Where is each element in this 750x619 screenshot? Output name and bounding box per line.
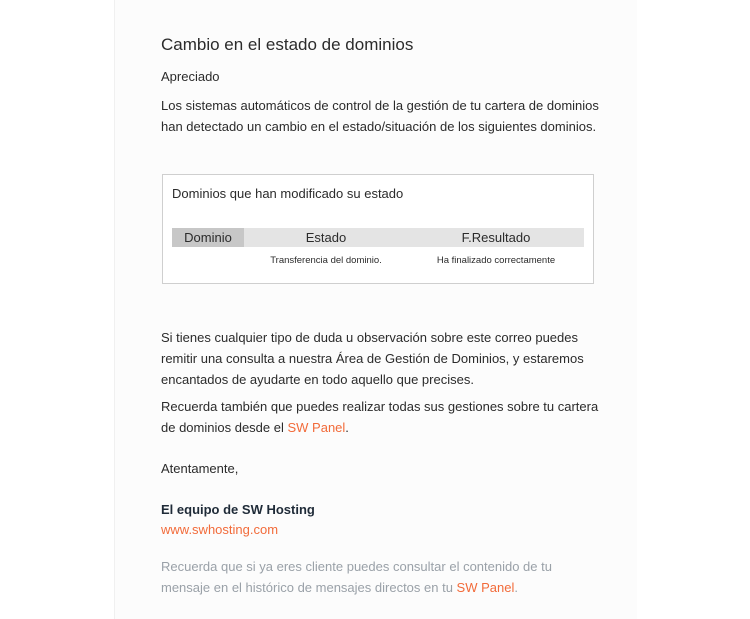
footnote-suffix: . (514, 580, 518, 595)
footnote-text: Recuerda que si ya eres cliente puedes consultar el contenido de tu mensaje en el histórico de mensajes directos en tu (161, 559, 552, 595)
email-title: Cambio en el estado de dominios (161, 35, 414, 54)
footnote-sw-panel-link[interactable]: SW Panel (456, 580, 515, 595)
closing-text: Atentamente, (161, 461, 239, 476)
column-header-status: Estado (305, 230, 347, 245)
column-header-result: F.Resultado (461, 230, 531, 245)
reminder-paragraph (161, 396, 601, 438)
reminder-text: Recuerda también que puedes realizar todas sus gestiones sobre tu cartera de dominios desde el (161, 399, 599, 435)
cell-status: Transferencia del dominio. (270, 255, 382, 266)
footnote-paragraph (161, 556, 601, 598)
column-header-domain: Dominio (172, 228, 244, 247)
table-header (172, 228, 584, 247)
domains-status-box (162, 174, 594, 284)
help-paragraph: Si tienes cualquier tipo de duda u observación sobre este correo puedes remitir una consulta a nuestra Área de Gestión de Dominios, y estaremos encantados de ayudarte en todo aquello que precises. (161, 330, 584, 387)
signature-team: El equipo de SW Hosting (161, 502, 315, 517)
email-body (114, 0, 637, 619)
intro-paragraph: Los sistemas automáticos de control de la gestión de tu cartera de dominios han detectado un cambio en el estado/situación de los siguientes dominios. (161, 98, 599, 134)
website-link[interactable]: www.swhosting.com (161, 522, 279, 537)
greeting: Apreciado (161, 69, 220, 84)
domains-box-title: Dominios que han modificado su estado (172, 186, 404, 201)
sw-panel-link[interactable]: SW Panel (287, 420, 346, 435)
reminder-suffix: . (345, 420, 349, 435)
cell-result: Ha finalizado correctamente (436, 255, 556, 266)
